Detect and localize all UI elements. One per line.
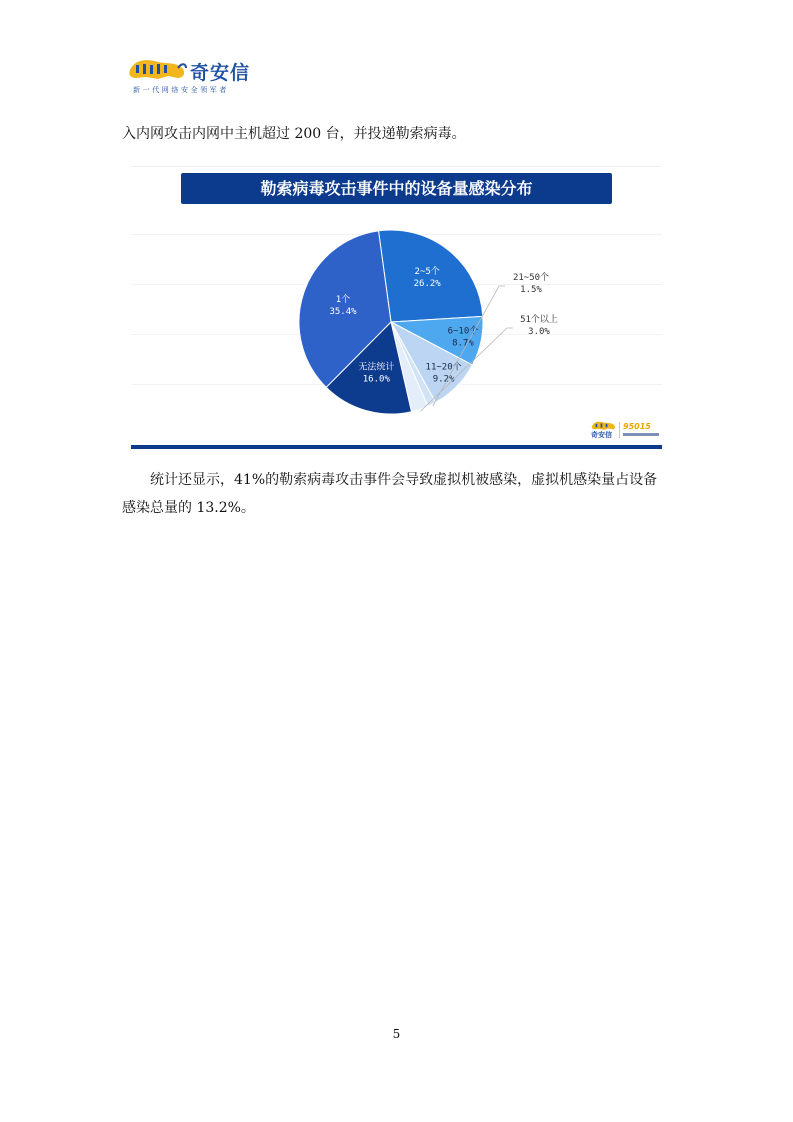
slice-label: 1个 <box>335 294 351 305</box>
company-logo <box>128 56 268 96</box>
slice-label: 2~5个 <box>414 266 440 277</box>
figure-footer-logo <box>589 420 661 440</box>
company-name: 奇安信 <box>190 62 251 84</box>
footer-logo-divider <box>619 422 620 438</box>
page-number: 5 <box>392 1027 401 1041</box>
intro-paragraph: 入内网攻击内网中主机超过 200 台，并投递勒索病毒。 <box>122 126 466 142</box>
slice-value-label: 8.7% <box>452 338 474 349</box>
slice-value-label: 1.5% <box>520 285 542 295</box>
slice-label: 51个以上 <box>520 315 558 325</box>
footer-hotline: 95015 <box>623 422 651 431</box>
slice-value-label: 3.0% <box>528 327 550 337</box>
slice-label: 21~50个 <box>512 273 550 283</box>
slice-value-label: 26.2% <box>413 278 441 289</box>
figure-bottom-rule <box>131 445 662 449</box>
slice-label: 11~20个 <box>425 362 462 373</box>
tiger-logo-icon <box>128 56 188 82</box>
slice-label: 6~10个 <box>447 326 479 337</box>
slice-label: 无法统计 <box>358 362 395 373</box>
company-slogan: 新一代网络安全领军者 <box>133 86 229 94</box>
slice-value-label: 16.0% <box>362 374 390 385</box>
chart-title: 勒索病毒攻击事件中的设备量感染分布 <box>181 173 612 204</box>
footer-logo-name: 奇安信 <box>591 431 612 439</box>
slice-value-label: 9.2% <box>432 374 455 385</box>
pie-chart <box>131 166 662 450</box>
slice-value-label: 35.4% <box>329 306 357 317</box>
stat-paragraph: 统计还显示，41%的勒索病毒攻击事件会导致虚拟机被感染，虚拟机感染量占设备感染总量的 13.2%。 <box>122 472 658 516</box>
footer-hotline-caption <box>623 433 659 436</box>
pie-chart-figure <box>131 166 662 450</box>
